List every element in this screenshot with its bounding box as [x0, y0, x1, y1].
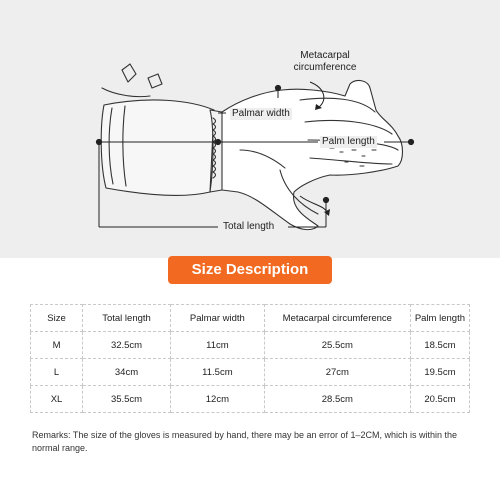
- cell-metacarpal: 25.5cm: [264, 332, 410, 359]
- table-row: [31, 359, 470, 386]
- cell-palm-length: 19.5cm: [410, 359, 469, 386]
- cell-size: XL: [31, 386, 83, 413]
- cell-palm-length: 20.5cm: [410, 386, 469, 413]
- palm-length-label: Palm length: [322, 136, 375, 147]
- cell-palmar-width: 12cm: [170, 386, 264, 413]
- cell-palmar-width: 11cm: [170, 332, 264, 359]
- cell-palm-length: 18.5cm: [410, 332, 469, 359]
- total-length-label: Total length: [223, 221, 275, 232]
- cell-total-length: 32.5cm: [83, 332, 171, 359]
- cell-total-length: 35.5cm: [83, 386, 171, 413]
- metacarpal-label: Metacarpal circumference: [293, 50, 357, 73]
- header-total-length: Total length: [83, 305, 171, 332]
- header-palm-length: Palm length: [410, 305, 469, 332]
- table-header-row: [31, 305, 470, 332]
- header-palmar-width: Palmar width: [170, 305, 264, 332]
- table-row: [31, 386, 470, 413]
- cell-size: L: [31, 359, 83, 386]
- cell-palmar-width: 11.5cm: [170, 359, 264, 386]
- table-row: [31, 332, 470, 359]
- section-title: Size Description: [168, 256, 332, 284]
- remarks-text: Remarks: The size of the gloves is measured by hand, there may be an error of 1–2CM, which is within the normal range.: [32, 430, 458, 453]
- cell-total-length: 34cm: [83, 359, 171, 386]
- header-size: Size: [31, 305, 83, 332]
- size-table: [30, 304, 470, 413]
- cell-metacarpal: 27cm: [264, 359, 410, 386]
- size-description-panel: [0, 258, 500, 481]
- cell-metacarpal: 28.5cm: [264, 386, 410, 413]
- header-metacarpal: Metacarpal circumference: [264, 305, 410, 332]
- palmar-width-label: Palmar width: [232, 108, 290, 119]
- cell-size: M: [31, 332, 83, 359]
